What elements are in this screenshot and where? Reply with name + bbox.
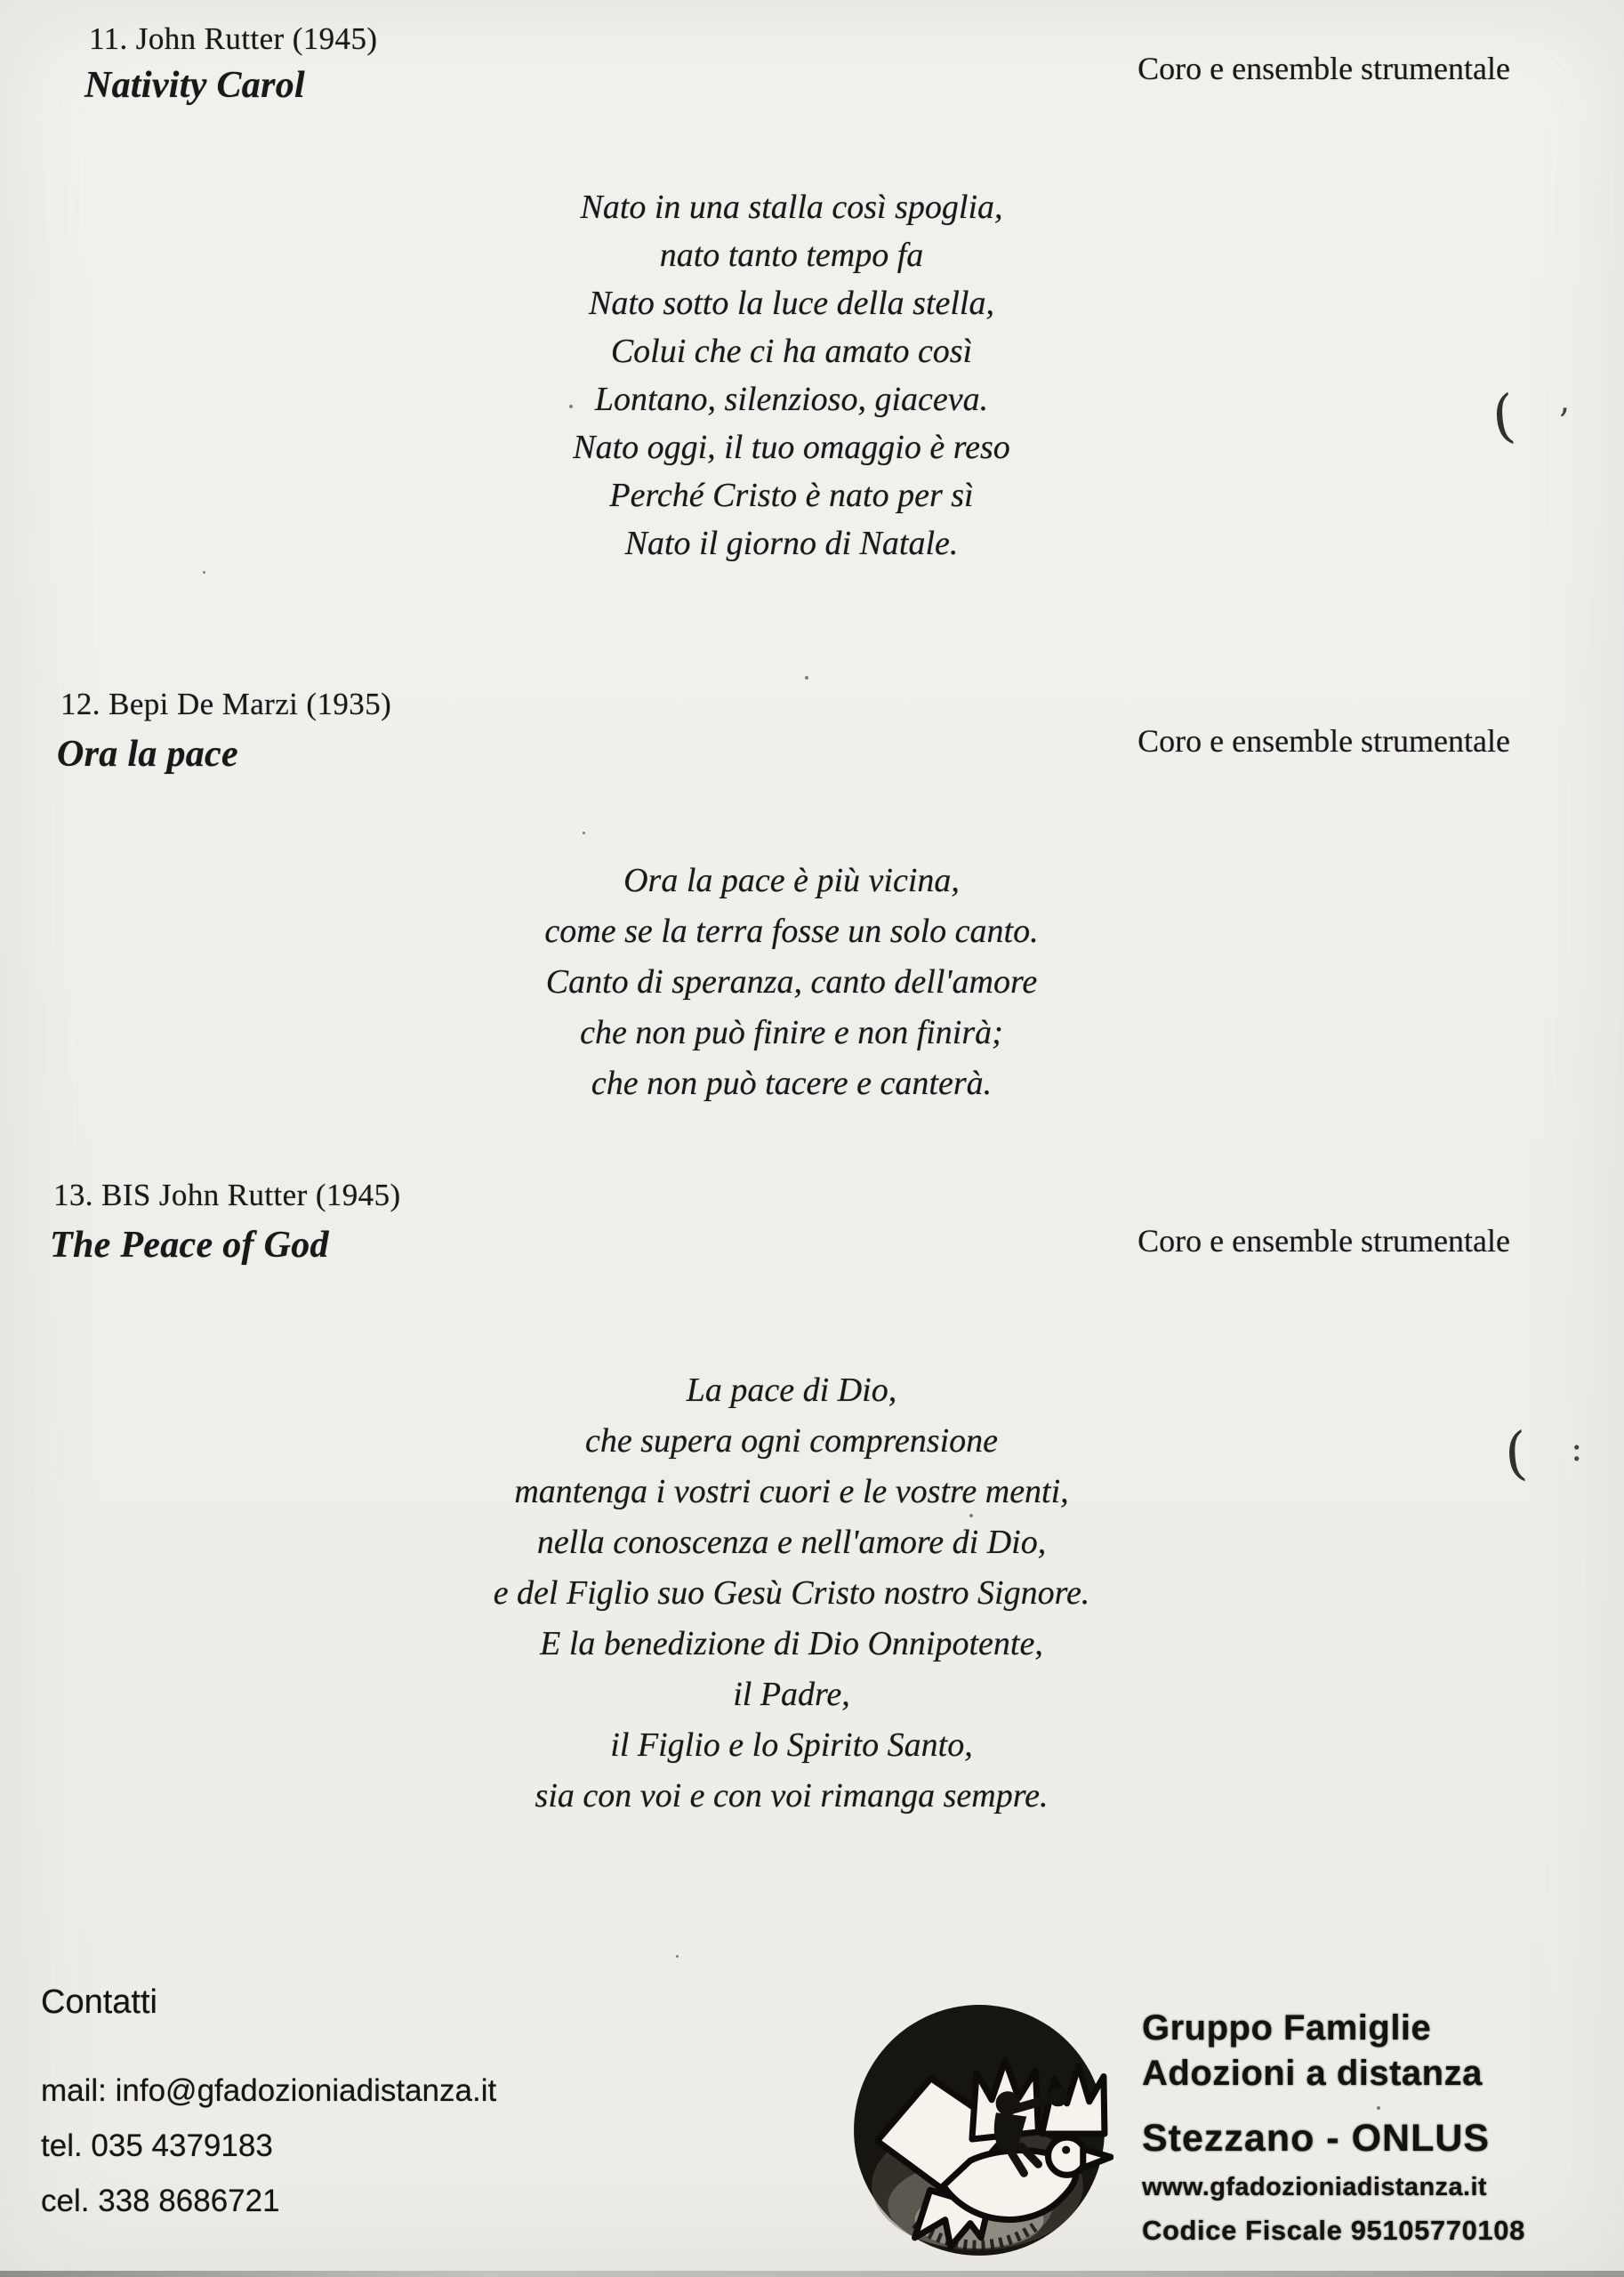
piece-ensemble: Coro e ensemble strumentale xyxy=(1138,1223,1510,1259)
lyrics-block xyxy=(302,183,1281,567)
org-name-line2: Adozioni a distanza xyxy=(1142,2054,1483,2093)
org-fiscal-code: Codice Fiscale 95105770108 xyxy=(1142,2215,1525,2246)
text-line: che non può finire e non finirà; xyxy=(580,1014,1003,1051)
contacts-lines xyxy=(41,2064,496,2229)
text-line: il Padre, xyxy=(733,1676,850,1713)
text-line: Lontano, silenzioso, giaceva. xyxy=(594,381,989,418)
text-line: Ora la pace è più vicina, xyxy=(623,862,960,899)
piece-heading: 13. BIS John Rutter (1945) xyxy=(53,1178,401,1212)
text-line: mantenga i vostri cuori e le vostre menti, xyxy=(514,1473,1069,1510)
scan-speck xyxy=(1377,2106,1380,2110)
org-location: Stezzano - ONLUS xyxy=(1142,2117,1491,2160)
scan-speck xyxy=(969,1514,973,1517)
piece-heading: 12. Bepi De Marzi (1935) xyxy=(60,687,392,721)
scan-speck xyxy=(583,832,585,834)
org-website: www.gfadozioniadistanza.it xyxy=(1142,2173,1487,2201)
dove-with-child-logo-icon xyxy=(845,1998,1113,2266)
scan-speck xyxy=(569,405,573,408)
contacts-heading: Contatti xyxy=(41,1983,157,2021)
text-line: il Figlio e lo Spirito Santo, xyxy=(610,1726,973,1764)
text-line: Canto di speranza, canto dell'amore xyxy=(545,963,1038,1001)
text-line: cel. 338 8686721 xyxy=(41,2184,280,2218)
scan-edge xyxy=(0,2271,1624,2277)
text-line: nella conoscenza e nell'amore di Dio, xyxy=(536,1524,1047,1561)
text-line: Perché Cristo è nato per sì xyxy=(609,477,974,514)
text-line: Nato in una stalla così spoglia, xyxy=(580,189,1003,226)
text-line: Colui che ci ha amato così xyxy=(610,333,973,370)
text-line: E la benedizione di Dio Onnipotente, xyxy=(540,1625,1043,1662)
piece-title: Ora la pace xyxy=(57,734,238,775)
scan-speck xyxy=(203,571,205,574)
pen-mark: ( xyxy=(1489,382,1518,452)
piece-heading: 11. John Rutter (1945) xyxy=(89,21,378,56)
text-line: Nato il giorno di Natale. xyxy=(624,525,959,562)
piece-ensemble: Coro e ensemble strumentale xyxy=(1138,723,1510,759)
text-line: mail: info@gfadozioniadistanza.it xyxy=(41,2073,497,2108)
text-line: La pace di Dio, xyxy=(686,1372,897,1409)
text-line: Nato sotto la luce della stella, xyxy=(589,285,994,322)
text-line: nato tanto tempo fa xyxy=(659,237,924,274)
text-line: e del Figlio suo Gesù Cristo nostro Signore. xyxy=(493,1574,1090,1612)
lyrics-block xyxy=(302,1365,1281,1822)
text-line: tel. 035 4379183 xyxy=(41,2128,273,2163)
organization-block xyxy=(1142,2008,1525,2247)
piece-ensemble: Coro e ensemble strumentale xyxy=(1138,51,1510,86)
pen-mark: : xyxy=(1571,1428,1583,1469)
text-line: come se la terra fosse un solo canto. xyxy=(544,913,1039,950)
pen-mark: ( xyxy=(1502,1420,1530,1488)
piece-title: The Peace of God xyxy=(50,1225,329,1266)
text-line: che supera ogni comprensione xyxy=(585,1422,998,1460)
text-line: sia con voi e con voi rimanga sempre. xyxy=(535,1777,1049,1814)
text-line: che non può tacere e canterà. xyxy=(591,1065,993,1102)
text-line: Nato oggi, il tuo omaggio è reso xyxy=(573,429,1010,466)
scan-speck xyxy=(676,1955,679,1958)
scan-speck xyxy=(805,676,808,680)
org-name-line1: Gruppo Famiglie xyxy=(1142,2008,1432,2048)
piece-title: Nativity Carol xyxy=(84,65,306,106)
lyrics-block xyxy=(302,856,1281,1109)
pen-mark: ’ xyxy=(1558,402,1570,443)
